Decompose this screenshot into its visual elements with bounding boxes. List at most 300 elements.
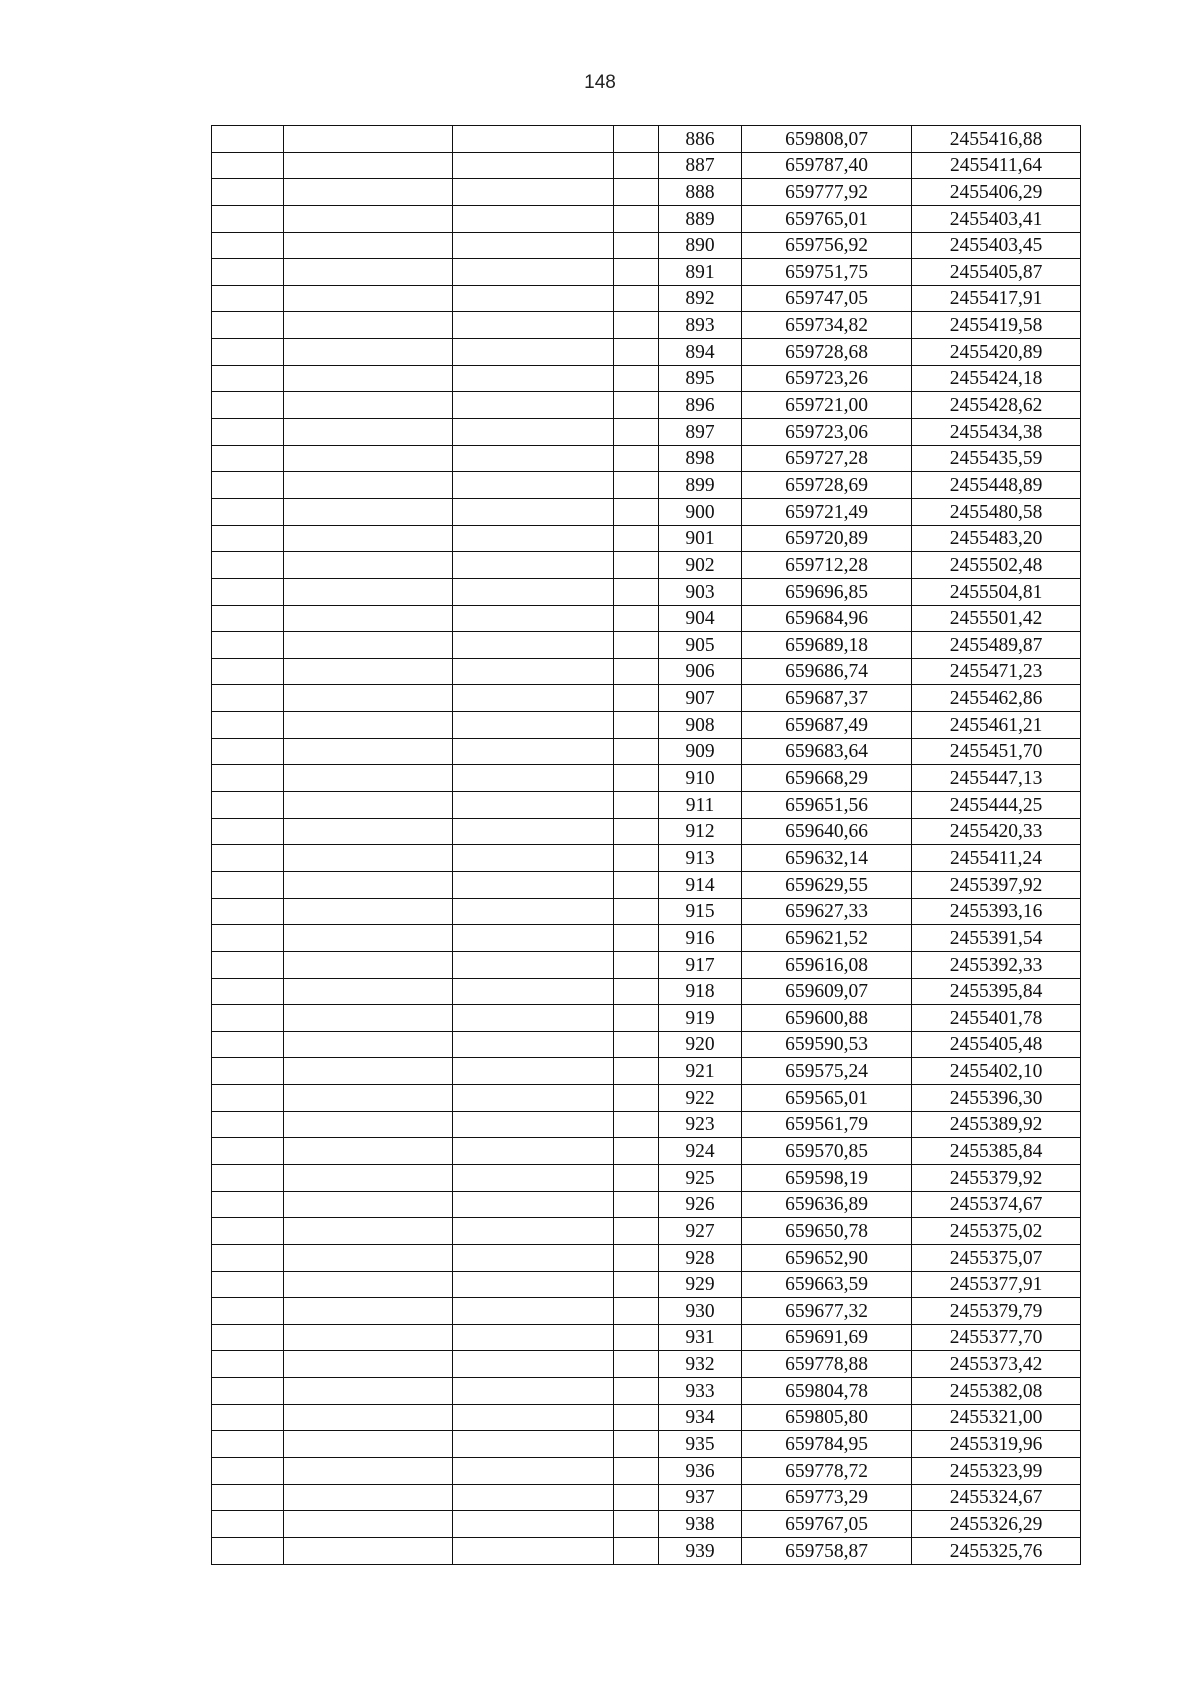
y-coordinate-cell: 2455447,13 bbox=[912, 765, 1081, 792]
point-number-cell: 905 bbox=[659, 632, 742, 659]
empty-cell bbox=[212, 205, 284, 232]
empty-cell bbox=[614, 419, 659, 446]
table-row bbox=[212, 845, 1081, 872]
table-row bbox=[212, 498, 1081, 525]
x-coordinate-cell: 659616,08 bbox=[742, 951, 912, 978]
empty-cell bbox=[284, 365, 453, 392]
empty-cell bbox=[284, 312, 453, 339]
empty-cell bbox=[614, 898, 659, 925]
x-coordinate-cell: 659773,29 bbox=[742, 1484, 912, 1511]
empty-cell bbox=[453, 392, 614, 419]
point-number-cell: 914 bbox=[659, 871, 742, 898]
table-row bbox=[212, 365, 1081, 392]
x-coordinate-cell: 659691,69 bbox=[742, 1324, 912, 1351]
empty-cell bbox=[284, 152, 453, 179]
y-coordinate-cell: 2455397,92 bbox=[912, 871, 1081, 898]
empty-cell bbox=[284, 818, 453, 845]
table-row bbox=[212, 712, 1081, 739]
empty-cell bbox=[212, 845, 284, 872]
x-coordinate-cell: 659570,85 bbox=[742, 1138, 912, 1165]
point-number-cell: 925 bbox=[659, 1164, 742, 1191]
y-coordinate-cell: 2455461,21 bbox=[912, 712, 1081, 739]
empty-cell bbox=[614, 792, 659, 819]
empty-cell bbox=[453, 1431, 614, 1458]
y-coordinate-cell: 2455389,92 bbox=[912, 1111, 1081, 1138]
table-row bbox=[212, 951, 1081, 978]
empty-cell bbox=[284, 871, 453, 898]
empty-cell bbox=[614, 1244, 659, 1271]
empty-cell bbox=[614, 765, 659, 792]
point-number-cell: 913 bbox=[659, 845, 742, 872]
empty-cell bbox=[284, 552, 453, 579]
table-row bbox=[212, 1458, 1081, 1485]
empty-cell bbox=[284, 1324, 453, 1351]
point-number-cell: 904 bbox=[659, 605, 742, 632]
table-row bbox=[212, 419, 1081, 446]
x-coordinate-cell: 659650,78 bbox=[742, 1218, 912, 1245]
empty-cell bbox=[453, 1271, 614, 1298]
empty-cell bbox=[614, 525, 659, 552]
x-coordinate-cell: 659668,29 bbox=[742, 765, 912, 792]
empty-cell bbox=[284, 1537, 453, 1564]
empty-cell bbox=[212, 738, 284, 765]
y-coordinate-cell: 2455393,16 bbox=[912, 898, 1081, 925]
y-coordinate-cell: 2455480,58 bbox=[912, 498, 1081, 525]
point-number-cell: 906 bbox=[659, 658, 742, 685]
empty-cell bbox=[614, 1191, 659, 1218]
empty-cell bbox=[453, 365, 614, 392]
point-number-cell: 891 bbox=[659, 259, 742, 286]
empty-cell bbox=[453, 552, 614, 579]
empty-cell bbox=[453, 1164, 614, 1191]
empty-cell bbox=[212, 578, 284, 605]
empty-cell bbox=[453, 978, 614, 1005]
point-number-cell: 908 bbox=[659, 712, 742, 739]
empty-cell bbox=[453, 951, 614, 978]
empty-cell bbox=[212, 871, 284, 898]
empty-cell bbox=[284, 978, 453, 1005]
x-coordinate-cell: 659767,05 bbox=[742, 1511, 912, 1538]
empty-cell bbox=[614, 1378, 659, 1405]
table-row bbox=[212, 126, 1081, 153]
x-coordinate-cell: 659687,49 bbox=[742, 712, 912, 739]
empty-cell bbox=[284, 339, 453, 366]
x-coordinate-cell: 659720,89 bbox=[742, 525, 912, 552]
x-coordinate-cell: 659727,28 bbox=[742, 445, 912, 472]
y-coordinate-cell: 2455428,62 bbox=[912, 392, 1081, 419]
empty-cell bbox=[284, 1351, 453, 1378]
empty-cell bbox=[284, 712, 453, 739]
empty-cell bbox=[453, 1111, 614, 1138]
empty-cell bbox=[614, 1458, 659, 1485]
x-coordinate-cell: 659652,90 bbox=[742, 1244, 912, 1271]
x-coordinate-cell: 659765,01 bbox=[742, 205, 912, 232]
empty-cell bbox=[212, 1298, 284, 1325]
empty-cell bbox=[614, 1404, 659, 1431]
y-coordinate-cell: 2455405,48 bbox=[912, 1031, 1081, 1058]
empty-cell bbox=[212, 1138, 284, 1165]
table-row bbox=[212, 1298, 1081, 1325]
point-number-cell: 893 bbox=[659, 312, 742, 339]
point-number-cell: 937 bbox=[659, 1484, 742, 1511]
empty-cell bbox=[614, 1218, 659, 1245]
empty-cell bbox=[284, 1005, 453, 1032]
empty-cell bbox=[212, 152, 284, 179]
y-coordinate-cell: 2455391,54 bbox=[912, 925, 1081, 952]
point-number-cell: 938 bbox=[659, 1511, 742, 1538]
empty-cell bbox=[284, 1058, 453, 1085]
empty-cell bbox=[212, 632, 284, 659]
point-number-cell: 927 bbox=[659, 1218, 742, 1245]
point-number-cell: 924 bbox=[659, 1138, 742, 1165]
x-coordinate-cell: 659751,75 bbox=[742, 259, 912, 286]
table-row bbox=[212, 978, 1081, 1005]
empty-cell bbox=[453, 1298, 614, 1325]
empty-cell bbox=[453, 658, 614, 685]
empty-cell bbox=[453, 312, 614, 339]
empty-cell bbox=[614, 1271, 659, 1298]
y-coordinate-cell: 2455375,07 bbox=[912, 1244, 1081, 1271]
y-coordinate-cell: 2455373,42 bbox=[912, 1351, 1081, 1378]
empty-cell bbox=[453, 205, 614, 232]
empty-cell bbox=[453, 1244, 614, 1271]
empty-cell bbox=[453, 1537, 614, 1564]
point-number-cell: 901 bbox=[659, 525, 742, 552]
point-number-cell: 888 bbox=[659, 179, 742, 206]
empty-cell bbox=[453, 1351, 614, 1378]
x-coordinate-cell: 659728,69 bbox=[742, 472, 912, 499]
table-row bbox=[212, 898, 1081, 925]
empty-cell bbox=[614, 871, 659, 898]
empty-cell bbox=[614, 1351, 659, 1378]
table-row bbox=[212, 1404, 1081, 1431]
empty-cell bbox=[212, 792, 284, 819]
x-coordinate-cell: 659734,82 bbox=[742, 312, 912, 339]
x-coordinate-cell: 659590,53 bbox=[742, 1031, 912, 1058]
table-row bbox=[212, 1218, 1081, 1245]
x-coordinate-cell: 659609,07 bbox=[742, 978, 912, 1005]
y-coordinate-cell: 2455396,30 bbox=[912, 1085, 1081, 1112]
empty-cell bbox=[212, 1244, 284, 1271]
y-coordinate-cell: 2455374,67 bbox=[912, 1191, 1081, 1218]
y-coordinate-cell: 2455501,42 bbox=[912, 605, 1081, 632]
empty-cell bbox=[614, 312, 659, 339]
table-row bbox=[212, 871, 1081, 898]
y-coordinate-cell: 2455504,81 bbox=[912, 578, 1081, 605]
empty-cell bbox=[453, 738, 614, 765]
table-row bbox=[212, 1271, 1081, 1298]
y-coordinate-cell: 2455416,88 bbox=[912, 126, 1081, 153]
table-row bbox=[212, 205, 1081, 232]
empty-cell bbox=[212, 1431, 284, 1458]
x-coordinate-cell: 659747,05 bbox=[742, 285, 912, 312]
empty-cell bbox=[614, 685, 659, 712]
empty-cell bbox=[284, 285, 453, 312]
empty-cell bbox=[453, 871, 614, 898]
empty-cell bbox=[284, 951, 453, 978]
empty-cell bbox=[212, 552, 284, 579]
point-number-cell: 939 bbox=[659, 1537, 742, 1564]
empty-cell bbox=[284, 472, 453, 499]
empty-cell bbox=[453, 1031, 614, 1058]
table-row bbox=[212, 632, 1081, 659]
y-coordinate-cell: 2455434,38 bbox=[912, 419, 1081, 446]
point-number-cell: 916 bbox=[659, 925, 742, 952]
empty-cell bbox=[453, 126, 614, 153]
point-number-cell: 935 bbox=[659, 1431, 742, 1458]
empty-cell bbox=[614, 818, 659, 845]
empty-cell bbox=[453, 1085, 614, 1112]
empty-cell bbox=[284, 232, 453, 259]
empty-cell bbox=[284, 1085, 453, 1112]
y-coordinate-cell: 2455402,10 bbox=[912, 1058, 1081, 1085]
x-coordinate-cell: 659805,80 bbox=[742, 1404, 912, 1431]
empty-cell bbox=[212, 1218, 284, 1245]
table-row bbox=[212, 552, 1081, 579]
empty-cell bbox=[212, 1537, 284, 1564]
empty-cell bbox=[453, 925, 614, 952]
empty-cell bbox=[284, 1031, 453, 1058]
empty-cell bbox=[212, 472, 284, 499]
empty-cell bbox=[614, 1298, 659, 1325]
y-coordinate-cell: 2455483,20 bbox=[912, 525, 1081, 552]
empty-cell bbox=[284, 392, 453, 419]
point-number-cell: 894 bbox=[659, 339, 742, 366]
empty-cell bbox=[614, 1058, 659, 1085]
empty-cell bbox=[212, 126, 284, 153]
point-number-cell: 886 bbox=[659, 126, 742, 153]
empty-cell bbox=[614, 632, 659, 659]
empty-cell bbox=[212, 1111, 284, 1138]
point-number-cell: 919 bbox=[659, 1005, 742, 1032]
empty-cell bbox=[614, 152, 659, 179]
empty-cell bbox=[453, 339, 614, 366]
x-coordinate-cell: 659787,40 bbox=[742, 152, 912, 179]
point-number-cell: 899 bbox=[659, 472, 742, 499]
point-number-cell: 929 bbox=[659, 1271, 742, 1298]
empty-cell bbox=[284, 1458, 453, 1485]
empty-cell bbox=[614, 1085, 659, 1112]
table-row bbox=[212, 1191, 1081, 1218]
empty-cell bbox=[284, 738, 453, 765]
table-row bbox=[212, 1058, 1081, 1085]
y-coordinate-cell: 2455395,84 bbox=[912, 978, 1081, 1005]
empty-cell bbox=[453, 898, 614, 925]
empty-cell bbox=[614, 285, 659, 312]
table-row bbox=[212, 925, 1081, 952]
table-row bbox=[212, 1111, 1081, 1138]
x-coordinate-cell: 659651,56 bbox=[742, 792, 912, 819]
table-row bbox=[212, 339, 1081, 366]
empty-cell bbox=[284, 765, 453, 792]
empty-cell bbox=[453, 1511, 614, 1538]
x-coordinate-cell: 659684,96 bbox=[742, 605, 912, 632]
empty-cell bbox=[614, 1031, 659, 1058]
y-coordinate-cell: 2455420,89 bbox=[912, 339, 1081, 366]
empty-cell bbox=[212, 1458, 284, 1485]
empty-cell bbox=[614, 925, 659, 952]
y-coordinate-cell: 2455424,18 bbox=[912, 365, 1081, 392]
empty-cell bbox=[453, 765, 614, 792]
y-coordinate-cell: 2455377,70 bbox=[912, 1324, 1081, 1351]
empty-cell bbox=[453, 525, 614, 552]
point-number-cell: 921 bbox=[659, 1058, 742, 1085]
y-coordinate-cell: 2455385,84 bbox=[912, 1138, 1081, 1165]
empty-cell bbox=[453, 818, 614, 845]
empty-cell bbox=[284, 1404, 453, 1431]
empty-cell bbox=[453, 179, 614, 206]
table-row bbox=[212, 392, 1081, 419]
x-coordinate-cell: 659636,89 bbox=[742, 1191, 912, 1218]
empty-cell bbox=[614, 1431, 659, 1458]
table-row bbox=[212, 1164, 1081, 1191]
empty-cell bbox=[284, 605, 453, 632]
empty-cell bbox=[614, 605, 659, 632]
empty-cell bbox=[212, 765, 284, 792]
point-number-cell: 933 bbox=[659, 1378, 742, 1405]
empty-cell bbox=[284, 445, 453, 472]
point-number-cell: 932 bbox=[659, 1351, 742, 1378]
point-number-cell: 911 bbox=[659, 792, 742, 819]
empty-cell bbox=[284, 1164, 453, 1191]
empty-cell bbox=[212, 978, 284, 1005]
empty-cell bbox=[614, 498, 659, 525]
empty-cell bbox=[453, 605, 614, 632]
empty-cell bbox=[284, 658, 453, 685]
x-coordinate-cell: 659784,95 bbox=[742, 1431, 912, 1458]
empty-cell bbox=[453, 285, 614, 312]
x-coordinate-cell: 659689,18 bbox=[742, 632, 912, 659]
y-coordinate-cell: 2455448,89 bbox=[912, 472, 1081, 499]
table-row bbox=[212, 605, 1081, 632]
empty-cell bbox=[614, 472, 659, 499]
table-row bbox=[212, 1324, 1081, 1351]
empty-cell bbox=[284, 205, 453, 232]
empty-cell bbox=[284, 578, 453, 605]
empty-cell bbox=[212, 1164, 284, 1191]
table-row bbox=[212, 1351, 1081, 1378]
empty-cell bbox=[453, 259, 614, 286]
x-coordinate-cell: 659777,92 bbox=[742, 179, 912, 206]
y-coordinate-cell: 2455382,08 bbox=[912, 1378, 1081, 1405]
empty-cell bbox=[212, 392, 284, 419]
empty-cell bbox=[212, 1191, 284, 1218]
empty-cell bbox=[284, 898, 453, 925]
table-row bbox=[212, 765, 1081, 792]
y-coordinate-cell: 2455375,02 bbox=[912, 1218, 1081, 1245]
y-coordinate-cell: 2455379,79 bbox=[912, 1298, 1081, 1325]
y-coordinate-cell: 2455401,78 bbox=[912, 1005, 1081, 1032]
x-coordinate-cell: 659561,79 bbox=[742, 1111, 912, 1138]
empty-cell bbox=[212, 445, 284, 472]
empty-cell bbox=[212, 818, 284, 845]
y-coordinate-cell: 2455321,00 bbox=[912, 1404, 1081, 1431]
empty-cell bbox=[453, 578, 614, 605]
x-coordinate-cell: 659758,87 bbox=[742, 1537, 912, 1564]
empty-cell bbox=[284, 1111, 453, 1138]
point-number-cell: 890 bbox=[659, 232, 742, 259]
page-number: 148 bbox=[584, 72, 616, 93]
empty-cell bbox=[453, 1005, 614, 1032]
table-row bbox=[212, 232, 1081, 259]
empty-cell bbox=[453, 1458, 614, 1485]
y-coordinate-cell: 2455489,87 bbox=[912, 632, 1081, 659]
point-number-cell: 909 bbox=[659, 738, 742, 765]
x-coordinate-cell: 659621,52 bbox=[742, 925, 912, 952]
empty-cell bbox=[614, 126, 659, 153]
empty-cell bbox=[453, 1218, 614, 1245]
empty-cell bbox=[284, 1244, 453, 1271]
point-number-cell: 902 bbox=[659, 552, 742, 579]
point-number-cell: 907 bbox=[659, 685, 742, 712]
y-coordinate-cell: 2455405,87 bbox=[912, 259, 1081, 286]
table-row bbox=[212, 658, 1081, 685]
empty-cell bbox=[453, 1138, 614, 1165]
x-coordinate-cell: 659723,26 bbox=[742, 365, 912, 392]
empty-cell bbox=[284, 1431, 453, 1458]
x-coordinate-cell: 659756,92 bbox=[742, 232, 912, 259]
empty-cell bbox=[614, 1324, 659, 1351]
empty-cell bbox=[614, 951, 659, 978]
point-number-cell: 912 bbox=[659, 818, 742, 845]
x-coordinate-cell: 659686,74 bbox=[742, 658, 912, 685]
table-row bbox=[212, 179, 1081, 206]
empty-cell bbox=[284, 1484, 453, 1511]
x-coordinate-cell: 659778,88 bbox=[742, 1351, 912, 1378]
x-coordinate-cell: 659663,59 bbox=[742, 1271, 912, 1298]
x-coordinate-cell: 659565,01 bbox=[742, 1085, 912, 1112]
empty-cell bbox=[284, 525, 453, 552]
table-row bbox=[212, 152, 1081, 179]
empty-cell bbox=[614, 712, 659, 739]
empty-cell bbox=[453, 1404, 614, 1431]
empty-cell bbox=[453, 792, 614, 819]
empty-cell bbox=[453, 419, 614, 446]
empty-cell bbox=[212, 312, 284, 339]
empty-cell bbox=[614, 738, 659, 765]
table-row bbox=[212, 1005, 1081, 1032]
table-row bbox=[212, 1484, 1081, 1511]
x-coordinate-cell: 659728,68 bbox=[742, 339, 912, 366]
y-coordinate-cell: 2455411,64 bbox=[912, 152, 1081, 179]
empty-cell bbox=[614, 259, 659, 286]
empty-cell bbox=[284, 1378, 453, 1405]
point-number-cell: 900 bbox=[659, 498, 742, 525]
x-coordinate-cell: 659696,85 bbox=[742, 578, 912, 605]
x-coordinate-cell: 659600,88 bbox=[742, 1005, 912, 1032]
empty-cell bbox=[614, 445, 659, 472]
empty-cell bbox=[212, 285, 284, 312]
empty-cell bbox=[284, 845, 453, 872]
point-number-cell: 917 bbox=[659, 951, 742, 978]
point-number-cell: 923 bbox=[659, 1111, 742, 1138]
empty-cell bbox=[453, 685, 614, 712]
empty-cell bbox=[212, 1085, 284, 1112]
table-row bbox=[212, 1378, 1081, 1405]
table-row bbox=[212, 1085, 1081, 1112]
y-coordinate-cell: 2455419,58 bbox=[912, 312, 1081, 339]
table-row bbox=[212, 1138, 1081, 1165]
table-row bbox=[212, 738, 1081, 765]
y-coordinate-cell: 2455502,48 bbox=[912, 552, 1081, 579]
empty-cell bbox=[453, 1484, 614, 1511]
y-coordinate-cell: 2455324,67 bbox=[912, 1484, 1081, 1511]
empty-cell bbox=[453, 445, 614, 472]
empty-cell bbox=[284, 1138, 453, 1165]
y-coordinate-cell: 2455406,29 bbox=[912, 179, 1081, 206]
x-coordinate-cell: 659723,06 bbox=[742, 419, 912, 446]
empty-cell bbox=[284, 1191, 453, 1218]
